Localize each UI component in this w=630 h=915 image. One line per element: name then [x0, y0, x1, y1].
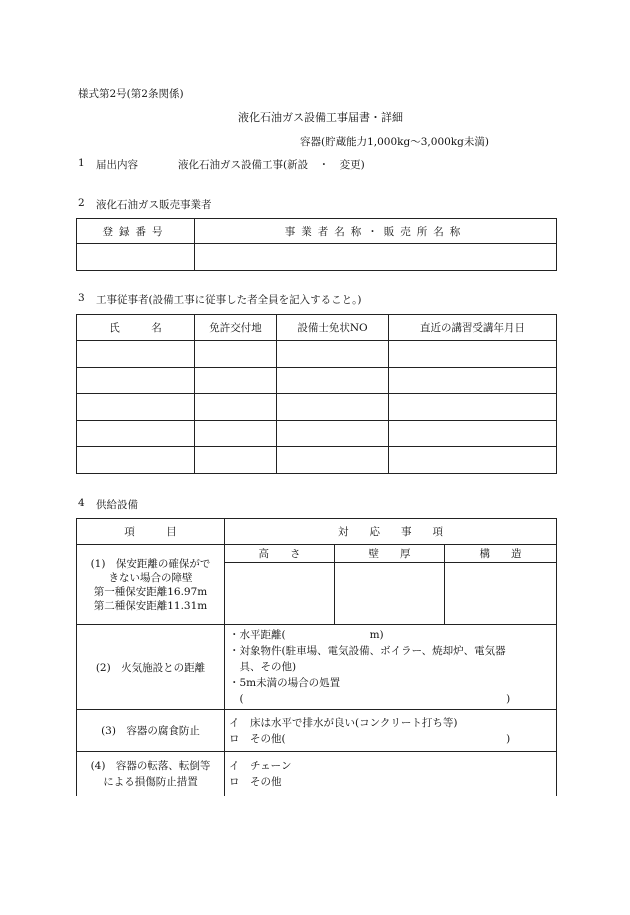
header-license-place: 免許交付地 — [195, 315, 277, 341]
training-date-cell[interactable] — [389, 367, 557, 394]
form-subtitle: 容器(貯蔵能力1,000kg～3,000kg未満) — [300, 136, 489, 148]
table-row — [77, 341, 557, 368]
license-place-cell[interactable] — [195, 394, 277, 421]
section3-number: 3 — [78, 292, 85, 304]
row2-content: ・水平距離( m) ・対象物件(駐車場、電気設備、ボイラー、焼却炉、電気器 具、その他) ・5m未満の場合の処置 ( ) — [225, 625, 557, 710]
header-response: 対 応 事 項 — [225, 519, 557, 545]
section1-label: 届出内容 — [96, 159, 138, 171]
workers-table — [76, 314, 557, 474]
form-number: 様式第2号(第2条関係) — [78, 88, 184, 100]
row4-content: イ チェーン ロ その他 — [225, 752, 557, 796]
section1-number: 1 — [78, 157, 85, 169]
registration-number-cell[interactable] — [77, 244, 195, 271]
certificate-no-cell[interactable] — [277, 367, 389, 394]
section1-content: 液化石油ガス設備工事(新設 ・ 変更) — [178, 159, 365, 171]
section2-label: 液化石油ガス販売事業者 — [96, 199, 212, 211]
table-row — [77, 367, 557, 394]
table-row — [77, 394, 557, 421]
license-place-cell[interactable] — [195, 367, 277, 394]
header-worker-name: 氏 名 — [77, 315, 195, 341]
certificate-no-cell[interactable] — [277, 447, 389, 474]
subheader-structure: 構 造 — [445, 545, 557, 563]
license-place-cell[interactable] — [195, 341, 277, 368]
section4-number: 4 — [78, 497, 85, 509]
license-place-cell[interactable] — [195, 447, 277, 474]
training-date-cell[interactable] — [389, 420, 557, 447]
row3-content: イ 床は水平で排水が良い(コンクリート打ち等) ロ その他( ) — [225, 710, 557, 752]
subheader-wall-thickness: 壁 厚 — [335, 545, 445, 563]
row2-label: (2) 火気施設との距離 — [77, 625, 225, 710]
row4-label: (4) 容器の転落、転倒等 による損傷防止措置 — [77, 752, 225, 796]
barrier-structure-cell[interactable] — [445, 563, 557, 625]
worker-name-cell[interactable] — [77, 420, 195, 447]
section3-label: 工事従事者(設備工事に従事した者全員を記入すること。) — [96, 294, 362, 306]
supply-equipment-table — [76, 518, 557, 796]
barrier-wall-thickness-cell[interactable] — [335, 563, 445, 625]
vendor-name-cell[interactable] — [195, 244, 557, 271]
barrier-height-cell[interactable] — [225, 563, 335, 625]
worker-name-cell[interactable] — [77, 447, 195, 474]
table-row — [77, 447, 557, 474]
row1-label: (1) 保安距離の確保がで きない場合の障壁 第一種保安距離16.97m 第二種保安距離11.31m — [77, 545, 225, 625]
header-registration-number: 登録番号 — [77, 219, 195, 244]
certificate-no-cell[interactable] — [277, 420, 389, 447]
header-vendor-name: 事業者名称・販売所名称 — [195, 219, 557, 244]
worker-name-cell[interactable] — [77, 367, 195, 394]
section2-number: 2 — [78, 197, 85, 209]
certificate-no-cell[interactable] — [277, 394, 389, 421]
header-item: 項 目 — [77, 519, 225, 545]
worker-name-cell[interactable] — [77, 341, 195, 368]
subheader-height: 高 さ — [225, 545, 335, 563]
form-title: 液化石油ガス設備工事届書・詳細 — [238, 111, 403, 124]
training-date-cell[interactable] — [389, 394, 557, 421]
training-date-cell[interactable] — [389, 341, 557, 368]
header-training-date: 直近の講習受講年月日 — [389, 315, 557, 341]
row3-label: (3) 容器の腐食防止 — [77, 710, 225, 752]
license-place-cell[interactable] — [195, 420, 277, 447]
header-certificate-no: 設備士免状NO — [277, 315, 389, 341]
training-date-cell[interactable] — [389, 447, 557, 474]
section4-label: 供給設備 — [96, 499, 138, 511]
worker-name-cell[interactable] — [77, 394, 195, 421]
table-row — [77, 420, 557, 447]
vendor-table — [76, 218, 557, 271]
certificate-no-cell[interactable] — [277, 341, 389, 368]
